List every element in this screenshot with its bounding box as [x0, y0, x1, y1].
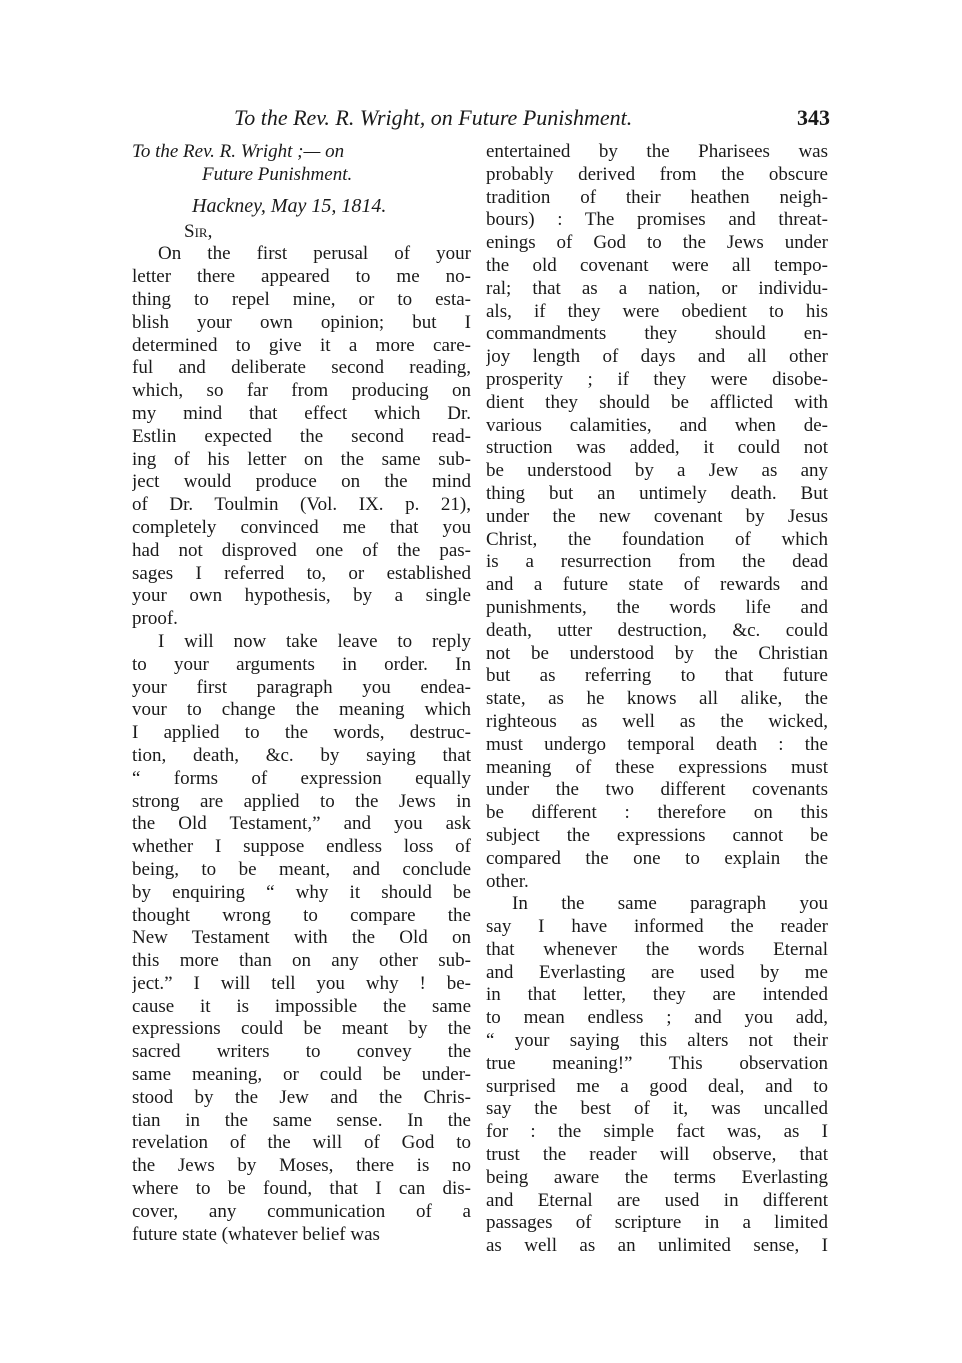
text-line: but as referring to that future [486, 665, 828, 687]
text-line: your first paragraph you endea- [132, 676, 471, 698]
text-line: thing to repel mine, or to esta- [132, 288, 471, 310]
text-line: being, to be meant, and conclude [132, 858, 471, 880]
text-line: surprised me a good deal, and to [486, 1075, 828, 1097]
text-line: ral; that as a nation, or individu- [486, 277, 828, 299]
text-line: whether I suppose endless loss of [132, 836, 471, 858]
text-line: that whenever the words Eternal [486, 938, 828, 960]
text-line: this more than on any other sub- [132, 950, 471, 972]
text-line: ful and deliberate second reading, [132, 357, 471, 379]
text-line: must undergo temporal death : the [486, 733, 828, 755]
text-line: expressions could be meant by the [132, 1018, 471, 1040]
text-line: proof. [132, 608, 178, 630]
text-line: ject.” I will tell you why ! be- [132, 972, 471, 994]
right-column [486, 141, 828, 1258]
right-column-body [486, 141, 828, 1258]
text-line: state, as he knows all alike, the [486, 688, 828, 710]
text-line: vour to change the meaning which [132, 699, 471, 721]
text-line: probably derived from the obscure [486, 163, 828, 185]
text-line: the Jews by Moses, there is no [132, 1155, 471, 1177]
text-line: prosperity ; if they were disobe- [486, 368, 828, 390]
text-line: various calamities, and when de- [486, 414, 828, 436]
text-line: be different : therefore on this [486, 802, 828, 824]
text-line: subject the expressions cannot be [486, 824, 828, 846]
text-line: under the new covenant by Jesus [486, 505, 828, 527]
text-line: sages I referred to, or established [132, 562, 471, 584]
text-line: struction was added, it could not [486, 437, 828, 459]
text-line: Christ, the foundation of which [486, 528, 828, 550]
text-line: your own hypothesis, by a single [132, 585, 471, 607]
text-line: trust the reader will observe, that [486, 1144, 828, 1166]
text-line: other. [486, 870, 529, 892]
text-line: commandments they should en- [486, 323, 828, 345]
text-line: in that letter, they are intended [486, 984, 828, 1006]
text-line: joy length of days and all other [486, 346, 828, 368]
text-line: “ forms of expression equally [132, 767, 471, 789]
text-line: stood by the Jew and the Chris- [132, 1086, 471, 1108]
text-line: where to be found, that I can dis- [132, 1178, 471, 1200]
text-line: On the first perusal of your [158, 243, 471, 265]
text-line: is a resurrection from the dead [486, 551, 828, 573]
text-line: as well as an unlimited sense, I [486, 1235, 828, 1257]
text-line: my mind that effect which Dr. [132, 402, 471, 424]
text-line: passages of scripture in a limited [486, 1212, 828, 1234]
text-line: punishments, the words life and [486, 596, 828, 618]
text-line: tradition of their heathen neigh- [486, 186, 828, 208]
text-line: be understood by a Jew as any [486, 460, 828, 482]
text-line: say the best of it, was uncalled [486, 1098, 828, 1120]
text-line: say I have informed the reader [486, 916, 828, 938]
text-line: entertained by the Pharisees was [486, 141, 828, 162]
text-line: I will now take leave to reply [158, 630, 471, 652]
text-line: tion, death, &c. by saying that [132, 744, 471, 766]
text-line: dient they should be afflicted with [486, 391, 828, 413]
text-line: I applied to the words, destruc- [132, 722, 471, 744]
text-line: righteous as well as the wicked, [486, 710, 828, 732]
text-line: being aware the terms Everlasting [486, 1166, 828, 1188]
text-line: sacred writers to convey the [132, 1041, 471, 1063]
text-line: In the same paragraph you [512, 893, 828, 915]
text-line: ing of his letter on the same sub- [132, 448, 471, 470]
left-column-body [132, 243, 471, 1246]
text-line: New Testament with the Old on [132, 927, 471, 949]
text-line: tian in the same sense. In the [132, 1109, 471, 1131]
text-line: and Everlasting are used by me [486, 961, 828, 983]
text-line: completely convinced me that you [132, 516, 471, 538]
text-line: meaning of these expressions must [486, 756, 828, 778]
text-line: true meaning!” This observation [486, 1052, 828, 1074]
text-line: enings of God to the Jews under [486, 232, 828, 254]
text-line: by enquiring “ why it should be [132, 881, 471, 903]
text-line: future state (whatever belief was [132, 1223, 380, 1245]
left-column [132, 141, 471, 1246]
text-line: for : the simple fact was, as I [486, 1121, 828, 1143]
text-line: under the two different covenants [486, 779, 828, 801]
salutation: Sir, [184, 220, 213, 242]
text-line: of Dr. Toulmin (Vol. IX. p. 21), [132, 494, 471, 516]
text-line: determined to give it a more care- [132, 334, 471, 356]
text-line: to your arguments in order. In [132, 653, 471, 675]
text-line: ject would produce on the mind [132, 471, 471, 493]
text-line: the old covenant were all tempo- [486, 254, 828, 276]
text-line: revelation of the will of God to [132, 1132, 471, 1154]
letter-heading-line-2: Future Punishment. [202, 163, 353, 185]
text-line: cause it is impossible the same [132, 995, 471, 1017]
text-line: which, so far from producing on [132, 380, 471, 402]
text-line: cover, any communication of a [132, 1200, 471, 1222]
text-line: thing but an untimely death. But [486, 482, 828, 504]
page-number: 343 [797, 105, 830, 130]
running-head [130, 103, 830, 133]
text-line: and Eternal are used in different [486, 1189, 828, 1211]
text-line: letter there appeared to me no- [132, 266, 471, 288]
text-line: strong are applied to the Jews in [132, 790, 471, 812]
text-line: death, utter destruction, &c. could [486, 619, 828, 641]
text-line: had not disproved one of the pas- [132, 539, 471, 561]
text-line: and a future state of rewards and [486, 574, 828, 596]
letter-heading-line-1: To the Rev. R. Wright ;— on [132, 141, 345, 162]
text-line: to mean endless ; and you add, [486, 1007, 828, 1029]
text-line: same meaning, or could be under- [132, 1064, 471, 1086]
text-line: “ your saying this alters not their [486, 1030, 828, 1052]
text-line: bours) : The promises and threat- [486, 209, 828, 231]
text-line: the Old Testament,” and you ask [132, 813, 471, 835]
running-head-title: To the Rev. R. Wright, on Future Punishment. [234, 105, 633, 130]
dateline: Hackney, May 15, 1814. [192, 194, 387, 217]
text-line: compared the one to explain the [486, 847, 828, 869]
text-line: thought wrong to compare the [132, 904, 471, 926]
text-line: blish your own opinion; but I [132, 311, 471, 333]
text-line: not be understood by the Christian [486, 642, 828, 664]
text-line: Estlin expected the second read- [132, 425, 471, 447]
text-line: als, if they were obedient to his [486, 300, 828, 322]
